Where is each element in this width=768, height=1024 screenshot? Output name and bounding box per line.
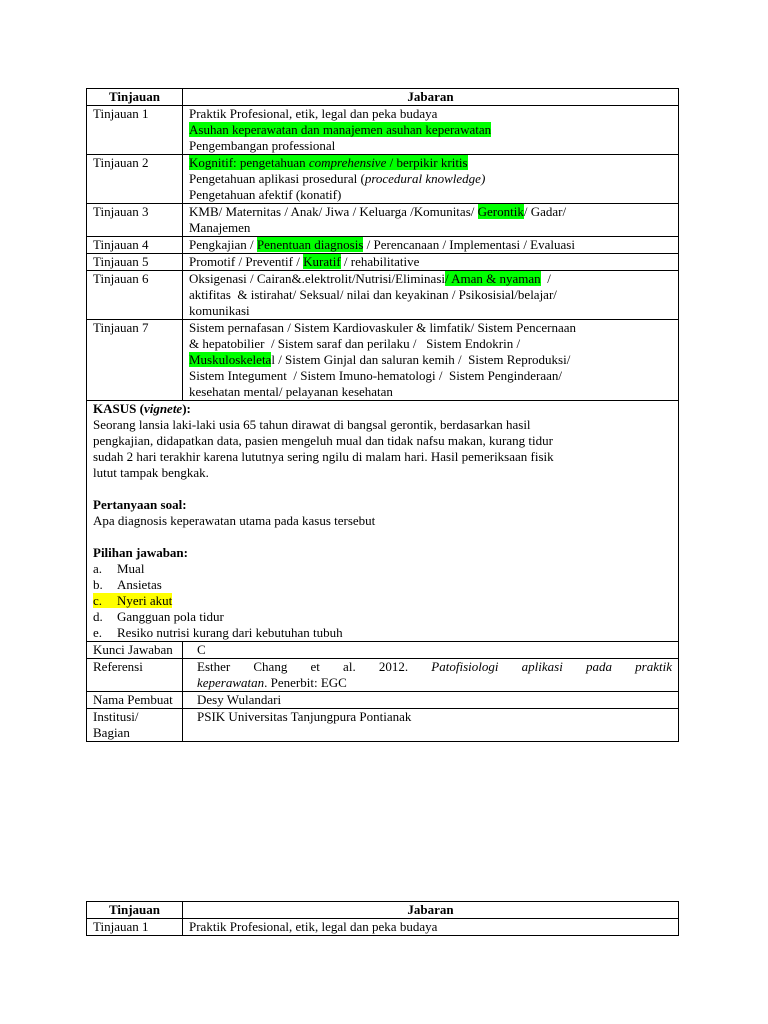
text-segment: Pengembangan professional — [189, 138, 336, 153]
table-row — [87, 254, 679, 271]
header-jabaran: Jabaran — [183, 89, 679, 106]
text-segment: Oksigenasi / Cairan&.elektrolit/Nutrisi/Eliminasi — [189, 271, 445, 286]
row-label: Tinjauan 4 — [87, 237, 183, 254]
text-segment: / rehabilitative — [340, 254, 420, 269]
pembuat-row — [87, 692, 679, 709]
question-text: Apa diagnosis keperawatan utama pada kasus tersebut — [93, 513, 376, 528]
option-letter: e. — [93, 625, 103, 640]
table-row — [87, 155, 679, 204]
option-text: Resiko nutrisi kurang dari kebutuhan tubuh — [117, 625, 343, 640]
row-label: Tinjauan 3 — [87, 204, 183, 237]
answer-option — [93, 625, 672, 641]
content-line — [189, 138, 672, 154]
text-segment: / Aman & nyaman — [445, 271, 541, 286]
kasus-row — [87, 401, 679, 642]
text-segment: KMB/ Maternitas / Anak/ Jiwa / Keluarga /Komunitas/ — [189, 204, 478, 219]
text-segment: Pengkajian / — [189, 237, 257, 252]
option-letter: a. — [93, 561, 103, 576]
row-content — [183, 204, 679, 237]
row-label: Tinjauan 1 — [87, 919, 183, 936]
kasus-title: KASUS (vignete): — [93, 401, 191, 416]
row-content — [183, 237, 679, 254]
text-segment: Kognitif: pengetahuan — [189, 155, 309, 170]
table-row — [87, 204, 679, 237]
answer-option — [93, 609, 672, 625]
text-segment: komunikasi — [189, 303, 250, 318]
content-line — [189, 155, 672, 171]
text-segment: Sistem pernafasan / Sistem Kardiovaskuler & limfatik/ Sistem Pencernaan — [189, 320, 577, 335]
text-segment: Pengetahuan afektif (konatif) — [189, 187, 342, 202]
content-line — [189, 171, 672, 187]
text-segment: Sistem Integument / Sistem Imuno-hematologi / Sistem Penginderaan/ — [189, 368, 562, 383]
pembuat-label: Nama Pembuat — [87, 692, 183, 709]
text-segment: / berpikir kritis — [386, 155, 468, 170]
referensi-row — [87, 659, 679, 692]
review-table-1 — [86, 88, 679, 742]
referensi-label: Referensi — [87, 659, 183, 692]
content-line — [189, 204, 672, 220]
content-line — [189, 320, 672, 336]
row-label: Tinjauan 2 — [87, 155, 183, 204]
text-segment: Manajemen — [189, 220, 251, 235]
row-text: Praktik Profesional, etik, legal dan peka budaya — [183, 919, 679, 936]
text-segment: & hepatobilier / Sistem saraf dan perilaku / Sistem Endokrin / — [189, 336, 521, 351]
content-line — [189, 303, 672, 319]
text-segment: aktifitas & istirahat/ Seksual/ nilai dan keyakinan / Psikosisial/belajar/ — [189, 287, 557, 302]
row-content — [183, 254, 679, 271]
content-line — [189, 336, 672, 352]
text-segment: procedural knowledge) — [364, 171, 486, 186]
content-line — [189, 384, 672, 400]
kasus-line: pengkajian, didapatkan data, pasien mengeluh mual dan tidak nafsu makan, kurang tidur — [93, 433, 553, 448]
text-segment: / — [540, 271, 551, 286]
row-content — [183, 320, 679, 401]
content-line — [189, 122, 672, 138]
option-text: Ansietas — [117, 577, 162, 592]
content-line — [189, 352, 672, 368]
option-letter: b. — [93, 577, 103, 592]
row-label: Tinjauan 6 — [87, 271, 183, 320]
content-line — [189, 237, 672, 253]
table-row — [87, 106, 679, 155]
header-tinjauan: Tinjauan — [87, 89, 183, 106]
text-segment: Kuratif — [303, 254, 341, 269]
pembuat-value: Desy Wulandari — [183, 692, 679, 709]
table-row — [87, 919, 679, 936]
answer-option — [93, 561, 672, 577]
institusi-value: PSIK Universitas Tanjungpura Pontianak — [183, 709, 679, 742]
kasus-cell — [87, 401, 679, 642]
row-content — [183, 106, 679, 155]
table-row — [87, 271, 679, 320]
content-line — [189, 254, 672, 270]
answer-option — [93, 593, 672, 609]
text-segment: comprehensive — [308, 155, 387, 170]
review-table-2 — [86, 901, 679, 936]
option-text: Mual — [117, 561, 145, 576]
text-segment: Asuhan keperawatan dan manajemen asuhan keperawatan — [189, 122, 492, 137]
row-label: Tinjauan 5 — [87, 254, 183, 271]
text-segment: / Gadar/ — [523, 204, 567, 219]
kunci-value: C — [183, 642, 679, 659]
institusi-label: Institusi/ Bagian — [87, 709, 183, 742]
content-line — [189, 106, 672, 122]
text-segment: Praktik Profesional, etik, legal dan peka budaya — [189, 106, 438, 121]
question-title: Pertanyaan soal: — [93, 497, 187, 512]
content-line — [189, 368, 672, 384]
kasus-line: lutut tampak bengkak. — [93, 465, 209, 480]
content-line — [189, 271, 672, 287]
row-content — [183, 155, 679, 204]
option-letter: c. — [93, 593, 103, 608]
option-text: Gangguan pola tidur — [117, 609, 224, 624]
referensi-value: Esther Chang et al. 2012. Patofisiologi aplikasi pada praktik keperawatan. Penerbit: EGC — [183, 659, 679, 692]
content-line — [189, 287, 672, 303]
option-letter: d. — [93, 609, 103, 624]
content-line — [189, 220, 672, 236]
text-segment: kesehatan mental/ pelayanan kesehatan — [189, 384, 393, 399]
text-segment: Pengetahuan aplikasi prosedural ( — [189, 171, 365, 186]
table-body — [87, 106, 679, 401]
answer-option — [93, 577, 672, 593]
institusi-row — [87, 709, 679, 742]
row-label: Tinjauan 1 — [87, 106, 183, 155]
header-jabaran: Jabaran — [183, 902, 679, 919]
text-segment: Gerontik — [477, 204, 524, 219]
text-segment: Penentuan diagnosis — [256, 237, 364, 252]
table-row — [87, 237, 679, 254]
row-content — [183, 271, 679, 320]
table-header-row — [87, 89, 679, 106]
kunci-label: Kunci Jawaban — [87, 642, 183, 659]
kunci-row — [87, 642, 679, 659]
kasus-line: Seorang lansia laki-laki usia 65 tahun dirawat di bangsal gerontik, berdasarkan hasil — [93, 417, 531, 432]
text-segment: l / Sistem Ginjal dan saluran kemih / Sistem Reproduksi/ — [271, 352, 571, 367]
row-label: Tinjauan 7 — [87, 320, 183, 401]
content-line — [189, 187, 672, 203]
option-text: Nyeri akut — [117, 593, 173, 608]
kasus-text — [93, 417, 672, 481]
table-row — [87, 320, 679, 401]
header-tinjauan: Tinjauan — [87, 902, 183, 919]
table-header-row — [87, 902, 679, 919]
options-title: Pilihan jawaban: — [93, 545, 188, 560]
text-segment: Muskuloskeleta — [189, 352, 272, 367]
kasus-line: sudah 2 hari terakhir karena lututnya sering ngilu di malam hari. Hasil pemeriksaan fisik — [93, 449, 554, 464]
text-segment: Promotif / Preventif / — [189, 254, 304, 269]
text-segment: / Perencanaan / Implementasi / Evaluasi — [363, 237, 575, 252]
answer-options — [93, 561, 672, 641]
